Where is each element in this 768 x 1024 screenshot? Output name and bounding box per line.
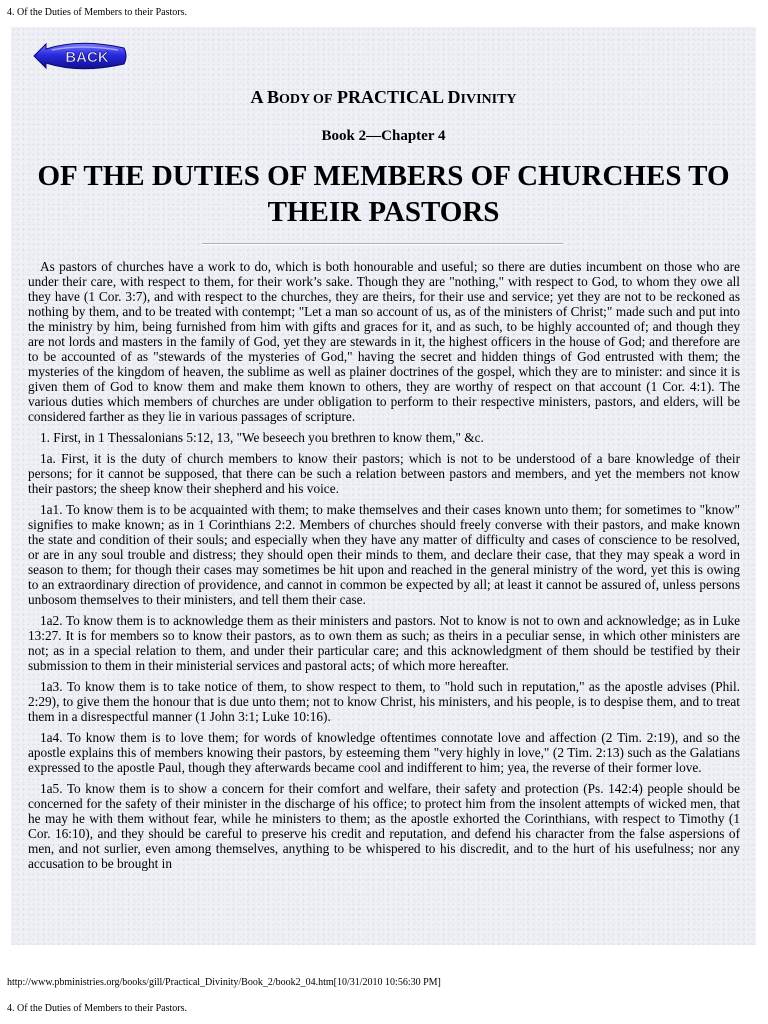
paragraph: 1a2. To know them is to acknowledge them as their ministers and pastors. Not to know is not to own and acknowledge; as in Luke 13:27. It is for members so to know their pastors, as to own them as such; as theirs in a peculiar sense, in which other ministers are not; as in a special relation to them, and under their particular care; and this acknowledgment of them should be testified by their submission to them in their ministerial services and pastoral acts; of which more hereafter. [28, 613, 740, 673]
paragraph: 1a. First, it is the duty of church members to know their pastors; which is not to be understood of a bare knowledge of their persons; for it cannot be supposed, that there can be such a relation between pastors and members, and yet the members not know their pastors; the sheep know their shepherd and his voice. [28, 451, 740, 496]
back-button[interactable] [32, 38, 128, 74]
running-footer: 4. Of the Duties of Members to their Pastors. [7, 1003, 187, 1014]
footer-url: http://www.pbministries.org/books/gill/Practical_Divinity/Book_2/book2_04.htm[10/31/2010 10:56:30 PM] [7, 977, 441, 988]
title-divider [202, 243, 563, 245]
back-button-label: BACK [65, 49, 109, 66]
paragraph: 1a5. To know them is to show a concern for their comfort and welfare, their safety and protection (Ps. 142:4) people should be concerned for the safety of their minister in the discharge of his office; to protect him from the insolent attempts of wicked men, that he may he with them without fear, while he ministers to them; as the apostle exhorted the Corinthians, with respect to Timothy (1 Cor. 16:10), and they should be careful to preserve his credit and reputation, and defend his character from the false aspersions of men, and not surlier, even among themselves, anything to be whispered to his discredit, and to the hurt of his usefulness; nor any accusation to be brought in [28, 781, 740, 871]
back-arrow-icon [32, 38, 128, 74]
body-text [28, 259, 740, 877]
book-title: A BODY OF PRACTICAL DIVINITY [250, 87, 517, 107]
paragraph: 1. First, in 1 Thessalonians 5:12, 13, "We beseech you brethren to know them," &c. [40, 430, 484, 445]
chapter-label: Book 2—Chapter 4 [321, 128, 446, 144]
paragraph: 1a1. To know them is to be acquainted with them; to make themselves and their cases known unto them; for sometimes to "know" signifies to make known; as in 1 Corinthians 2:2. Members of churches should freely converse with their pastors, and make known the state and condition of their souls; and especially when they have any matter of difficulty and cases of conscience to be resolved, or are in any soul trouble and distress; they should open their minds to them, and declare their case, that they may speak a word in season to them; for though their cases may sometimes be hit upon and reached in the general ministry of the word, yet this is owing to an extraordinary direction of providence, and cannot in common be expected by all; at least it cannot be assured of, unless persons unbosom themselves to their ministers, and tell them their case. [28, 502, 740, 607]
paragraph: As pastors of churches have a work to do, which is both honourable and useful; so there are duties incumbent on those who are under their care, with respect to them, for their work’s sake. Though they are "nothing," with respect to God, to whom they owe all they have (1 Cor. 3:7), and with respect to the churches, they are theirs, for their use and service; yet they are not to be reckoned as nothing by them, and to be treated with contempt; "Let a man so account of us, as of the ministers of Christ;" made such and put into the ministry by him, being furnished from him with gifts and graces for it, and as such, to be highly accounted of; and though they are not lords and masters in the family of God, yet they are stewards in it, the highest officers in the house of God; and therefore are to be accounted of as "stewards of the mysteries of God," having the secret and hidden things of God entrusted with them; the mysteries of the kingdom of heaven, the sublime as well as plainer doctrines of the gospel, which they are to minister: and since it is given them of God to know them and make them known to others, they are worthy of respect on that account (1 Cor. 4:1). The various duties which members of churches are under obligation to perform to their respective ministers, pastors, and elders, will be considered farther as they lie in various passages of scripture. [28, 259, 740, 424]
paragraph: 1a4. To know them is to love them; for words of knowledge oftentimes connotate love and affection (2 Tim. 2:19), and so the apostle explains this of members knowing their pastors, by esteeming them "very highly in love," (2 Tim. 2:13) such as the Galatians expressed to the apostle Paul, though they afterwards became cool and indifferent to him; yea, the reverse of their former love. [28, 730, 740, 775]
running-header: 4. Of the Duties of Members to their Pastors. [7, 7, 187, 18]
page-title: OF THE DUTIES OF MEMBERS OF CHURCHES TO THEIR PASTORS [37, 160, 730, 228]
content-page [11, 27, 756, 945]
paragraph: 1a3. To know them is to take notice of them, to show respect to them, to "hold such in reputation," as the apostle advises (Phil. 2:29), to give them the honour that is due unto them; not to know Christ, his ministers, and his people, is to despise them, and to treat them in a disrespectful manner (1 John 3:1; Luke 10:16). [28, 679, 740, 724]
